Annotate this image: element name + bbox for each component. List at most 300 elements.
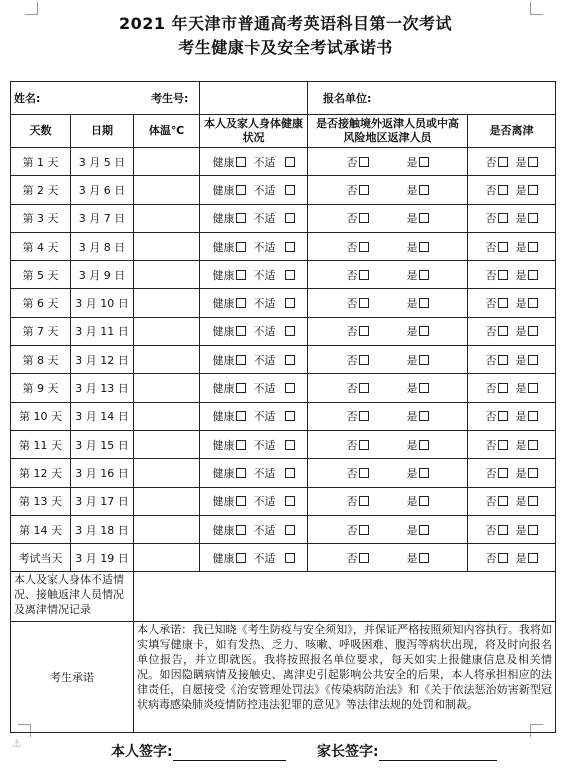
day-cell: 第 10 天 (11, 402, 71, 430)
healthy-option-label: 健康 (212, 353, 235, 367)
self-signature-line[interactable] (173, 744, 286, 761)
no-option-label: 否 (346, 495, 358, 509)
no-option-label: 否 (485, 410, 497, 424)
no-option-label: 否 (346, 155, 358, 169)
left-tianjin-cell (468, 289, 556, 317)
healthy-option-label: 健康 (212, 523, 235, 537)
self-signature (111, 741, 286, 761)
unwell-checkbox[interactable] (285, 242, 295, 252)
contact-no-checkbox[interactable] (359, 185, 369, 195)
contact-no-checkbox[interactable] (359, 468, 369, 478)
parent-signature-line[interactable] (379, 744, 497, 761)
unwell-checkbox[interactable] (285, 525, 295, 535)
day-cell: 第 5 天 (11, 261, 71, 289)
yes-option-label: 是 (515, 466, 527, 480)
yes-option-label: 是 (406, 240, 418, 254)
yes-option-label: 是 (406, 155, 418, 169)
contact-cell (308, 232, 468, 260)
header-health-status: 本人及家人身体健康状况 (200, 115, 308, 148)
unwell-option-label: 不适 (253, 240, 276, 254)
temperature-input[interactable] (134, 402, 200, 430)
healthy-option-label: 健康 (212, 240, 235, 254)
contact-cell (308, 374, 468, 402)
left-no-checkbox[interactable] (498, 185, 508, 195)
table-row (11, 232, 556, 260)
no-option-label: 否 (485, 466, 497, 480)
contact-yes-checkbox[interactable] (419, 270, 429, 280)
day-cell: 第 11 天 (11, 430, 71, 458)
table-row (11, 204, 556, 232)
left-tianjin-cell (468, 346, 556, 374)
left-yes-checkbox[interactable] (528, 468, 538, 478)
healthy-option-label: 健康 (212, 155, 235, 169)
temperature-input[interactable] (134, 148, 200, 176)
contact-yes-checkbox[interactable] (419, 185, 429, 195)
health-status-cell (200, 346, 308, 374)
left-tianjin-cell (468, 148, 556, 176)
left-no-checkbox[interactable] (498, 326, 508, 336)
yes-option-label: 是 (406, 523, 418, 537)
health-status-cell (200, 289, 308, 317)
contact-cell (308, 289, 468, 317)
contact-yes-checkbox[interactable] (419, 298, 429, 308)
left-tianjin-cell (468, 459, 556, 487)
healthy-checkbox[interactable] (236, 525, 246, 535)
temperature-input[interactable] (134, 346, 200, 374)
no-option-label: 否 (346, 438, 358, 452)
health-status-cell (200, 515, 308, 543)
report-row (11, 572, 556, 622)
table-row (11, 459, 556, 487)
temperature-input[interactable] (134, 374, 200, 402)
examinee-info-row (11, 82, 556, 115)
date-cell: 3 月 8 日 (71, 232, 134, 260)
contact-no-checkbox[interactable] (359, 383, 369, 393)
contact-no-checkbox[interactable] (359, 525, 369, 535)
healthy-option-label: 健康 (212, 212, 235, 226)
table-row (11, 148, 556, 176)
contact-yes-checkbox[interactable] (419, 440, 429, 450)
unwell-checkbox[interactable] (285, 468, 295, 478)
healthy-option-label: 健康 (212, 297, 235, 311)
healthy-checkbox[interactable] (236, 468, 246, 478)
date-cell: 3 月 6 日 (71, 176, 134, 204)
left-tianjin-cell (468, 261, 556, 289)
health-status-cell (200, 176, 308, 204)
no-option-label: 否 (346, 466, 358, 480)
no-option-label: 否 (485, 240, 497, 254)
contact-cell (308, 402, 468, 430)
header-left-tianjin: 是否离津 (468, 115, 556, 148)
contact-cell (308, 176, 468, 204)
contact-no-checkbox[interactable] (359, 242, 369, 252)
no-option-label: 否 (485, 438, 497, 452)
table-row (11, 176, 556, 204)
report-label: 本人及家人身体不适情况、接触返津人员情况及离津情况记录 (11, 572, 134, 622)
health-status-cell (200, 204, 308, 232)
healthy-checkbox[interactable] (236, 411, 246, 421)
yes-option-label: 是 (406, 183, 418, 197)
contact-yes-checkbox[interactable] (419, 411, 429, 421)
yes-option-label: 是 (515, 353, 527, 367)
left-tianjin-cell (468, 430, 556, 458)
no-option-label: 否 (485, 523, 497, 537)
left-yes-checkbox[interactable] (528, 270, 538, 280)
temperature-input[interactable] (134, 487, 200, 515)
yes-option-label: 是 (515, 155, 527, 169)
left-tianjin-cell (468, 374, 556, 402)
temperature-input[interactable] (134, 317, 200, 345)
table-row (11, 402, 556, 430)
yes-option-label: 是 (515, 325, 527, 339)
left-no-checkbox[interactable] (498, 553, 508, 563)
date-cell: 3 月 15 日 (71, 430, 134, 458)
temperature-input[interactable] (134, 289, 200, 317)
contact-no-checkbox[interactable] (359, 326, 369, 336)
unwell-option-label: 不适 (253, 466, 276, 480)
no-option-label: 否 (346, 523, 358, 537)
healthy-checkbox[interactable] (236, 157, 246, 167)
unwell-option-label: 不适 (253, 183, 276, 197)
healthy-checkbox[interactable] (236, 185, 246, 195)
unwell-checkbox[interactable] (285, 270, 295, 280)
temperature-input[interactable] (134, 176, 200, 204)
no-option-label: 否 (485, 495, 497, 509)
unwell-option-label: 不适 (253, 523, 276, 537)
yes-option-label: 是 (515, 240, 527, 254)
health-status-cell (200, 544, 308, 572)
contact-yes-checkbox[interactable] (419, 525, 429, 535)
contact-cell (308, 430, 468, 458)
contact-no-checkbox[interactable] (359, 157, 369, 167)
left-yes-checkbox[interactable] (528, 525, 538, 535)
healthy-option-label: 健康 (212, 268, 235, 282)
left-yes-checkbox[interactable] (528, 411, 538, 421)
date-cell: 3 月 12 日 (71, 346, 134, 374)
healthy-checkbox[interactable] (236, 270, 246, 280)
yes-option-label: 是 (515, 382, 527, 396)
contact-no-checkbox[interactable] (359, 213, 369, 223)
no-option-label: 否 (346, 551, 358, 565)
left-no-checkbox[interactable] (498, 213, 508, 223)
healthy-option-label: 健康 (212, 325, 235, 339)
parent-signature-label: 家长签字: (317, 744, 379, 760)
contact-yes-checkbox[interactable] (419, 496, 429, 506)
unwell-checkbox[interactable] (285, 383, 295, 393)
day-cell: 第 1 天 (11, 148, 71, 176)
promise-row (11, 622, 556, 733)
self-signature-label: 本人签字: (111, 744, 173, 760)
left-yes-checkbox[interactable] (528, 213, 538, 223)
yes-option-label: 是 (515, 212, 527, 226)
temperature-input[interactable] (134, 544, 200, 572)
yes-option-label: 是 (406, 551, 418, 565)
no-option-label: 否 (485, 183, 497, 197)
unwell-checkbox[interactable] (285, 326, 295, 336)
day-cell: 第 7 天 (11, 317, 71, 345)
contact-yes-checkbox[interactable] (419, 383, 429, 393)
yes-option-label: 是 (406, 410, 418, 424)
left-tianjin-cell (468, 515, 556, 543)
contact-no-checkbox[interactable] (359, 411, 369, 421)
yes-option-label: 是 (406, 268, 418, 282)
healthy-checkbox[interactable] (236, 383, 246, 393)
unwell-checkbox[interactable] (285, 213, 295, 223)
header-day: 天数 (11, 115, 71, 148)
no-option-label: 否 (485, 353, 497, 367)
table-row (11, 261, 556, 289)
temperature-input[interactable] (134, 430, 200, 458)
no-option-label: 否 (346, 268, 358, 282)
no-option-label: 否 (485, 155, 497, 169)
left-no-checkbox[interactable] (498, 355, 508, 365)
unwell-option-label: 不适 (253, 212, 276, 226)
left-yes-checkbox[interactable] (528, 242, 538, 252)
contact-no-checkbox[interactable] (359, 298, 369, 308)
no-option-label: 否 (485, 325, 497, 339)
contact-cell (308, 261, 468, 289)
left-yes-checkbox[interactable] (528, 440, 538, 450)
document-title (0, 12, 571, 60)
yes-option-label: 是 (515, 410, 527, 424)
left-no-checkbox[interactable] (498, 525, 508, 535)
table-row (11, 374, 556, 402)
health-card-table (10, 81, 556, 733)
header-contact: 是否接触境外返津人员或中高风险地区返津人员 (308, 115, 468, 148)
date-cell: 3 月 10 日 (71, 289, 134, 317)
contact-yes-checkbox[interactable] (419, 468, 429, 478)
healthy-checkbox[interactable] (236, 213, 246, 223)
header-date: 日期 (71, 115, 134, 148)
day-cell: 第 2 天 (11, 176, 71, 204)
day-cell: 第 4 天 (11, 232, 71, 260)
yes-option-label: 是 (515, 268, 527, 282)
day-cell: 第 13 天 (11, 487, 71, 515)
date-cell: 3 月 16 日 (71, 459, 134, 487)
left-no-checkbox[interactable] (498, 157, 508, 167)
unwell-checkbox[interactable] (285, 298, 295, 308)
date-cell: 3 月 13 日 (71, 374, 134, 402)
no-option-label: 否 (485, 551, 497, 565)
date-cell: 3 月 14 日 (71, 402, 134, 430)
yes-option-label: 是 (515, 495, 527, 509)
report-input[interactable] (134, 572, 556, 622)
healthy-option-label: 健康 (212, 410, 235, 424)
no-option-label: 否 (346, 297, 358, 311)
left-tianjin-cell (468, 544, 556, 572)
yes-option-label: 是 (406, 297, 418, 311)
contact-cell (308, 148, 468, 176)
registration-unit-field[interactable] (308, 82, 556, 115)
temperature-input[interactable] (134, 232, 200, 260)
contact-cell (308, 204, 468, 232)
no-option-label: 否 (346, 325, 358, 339)
healthy-checkbox[interactable] (236, 553, 246, 563)
date-cell: 3 月 19 日 (71, 544, 134, 572)
contact-yes-checkbox[interactable] (419, 355, 429, 365)
date-cell: 3 月 9 日 (71, 261, 134, 289)
left-tianjin-cell (468, 402, 556, 430)
yes-option-label: 是 (406, 466, 418, 480)
contact-cell (308, 544, 468, 572)
no-option-label: 否 (346, 410, 358, 424)
yes-option-label: 是 (515, 297, 527, 311)
contact-yes-checkbox[interactable] (419, 157, 429, 167)
healthy-option-label: 健康 (212, 382, 235, 396)
healthy-checkbox[interactable] (236, 298, 246, 308)
table-header-row (11, 115, 556, 148)
left-tianjin-cell (468, 487, 556, 515)
left-yes-checkbox[interactable] (528, 298, 538, 308)
no-option-label: 否 (485, 212, 497, 226)
health-status-cell (200, 148, 308, 176)
healthy-checkbox[interactable] (236, 496, 246, 506)
healthy-checkbox[interactable] (236, 440, 246, 450)
parent-signature (317, 741, 497, 761)
unwell-checkbox[interactable] (285, 496, 295, 506)
yes-option-label: 是 (515, 438, 527, 452)
name-label: 姓名: (14, 92, 41, 105)
exam-number-label: 考生号: (151, 92, 189, 105)
unwell-option-label: 不适 (253, 325, 276, 339)
date-cell: 3 月 11 日 (71, 317, 134, 345)
unwell-option-label: 不适 (253, 410, 276, 424)
unwell-option-label: 不适 (253, 297, 276, 311)
left-no-checkbox[interactable] (498, 242, 508, 252)
contact-cell (308, 515, 468, 543)
left-tianjin-cell (468, 232, 556, 260)
unwell-option-label: 不适 (253, 495, 276, 509)
left-tianjin-cell (468, 176, 556, 204)
day-cell: 第 6 天 (11, 289, 71, 317)
unwell-checkbox[interactable] (285, 440, 295, 450)
day-cell: 第 9 天 (11, 374, 71, 402)
unwell-checkbox[interactable] (285, 553, 295, 563)
no-option-label: 否 (346, 353, 358, 367)
healthy-checkbox[interactable] (236, 355, 246, 365)
unwell-checkbox[interactable] (285, 185, 295, 195)
left-yes-checkbox[interactable] (528, 553, 538, 563)
yes-option-label: 是 (406, 382, 418, 396)
left-yes-checkbox[interactable] (528, 355, 538, 365)
contact-no-checkbox[interactable] (359, 553, 369, 563)
contact-cell (308, 487, 468, 515)
no-option-label: 否 (485, 297, 497, 311)
contact-yes-checkbox[interactable] (419, 326, 429, 336)
no-option-label: 否 (485, 268, 497, 282)
left-no-checkbox[interactable] (498, 270, 508, 280)
left-no-checkbox[interactable] (498, 298, 508, 308)
temperature-input[interactable] (134, 515, 200, 543)
health-status-cell (200, 430, 308, 458)
contact-cell (308, 317, 468, 345)
unwell-option-label: 不适 (253, 438, 276, 452)
health-status-cell (200, 487, 308, 515)
yes-option-label: 是 (515, 523, 527, 537)
contact-no-checkbox[interactable] (359, 270, 369, 280)
unwell-option-label: 不适 (253, 353, 276, 367)
contact-no-checkbox[interactable] (359, 496, 369, 506)
left-yes-checkbox[interactable] (528, 157, 538, 167)
table-row (11, 317, 556, 345)
left-yes-checkbox[interactable] (528, 326, 538, 336)
day-cell: 第 3 天 (11, 204, 71, 232)
contact-yes-checkbox[interactable] (419, 553, 429, 563)
table-row (11, 289, 556, 317)
temperature-input[interactable] (134, 261, 200, 289)
yes-option-label: 是 (406, 212, 418, 226)
yes-option-label: 是 (515, 183, 527, 197)
promise-label: 考生承诺 (11, 622, 134, 733)
yes-option-label: 是 (406, 353, 418, 367)
contact-no-checkbox[interactable] (359, 355, 369, 365)
contact-cell (308, 459, 468, 487)
healthy-option-label: 健康 (212, 438, 235, 452)
table-row (11, 487, 556, 515)
unwell-option-label: 不适 (253, 155, 276, 169)
unwell-option-label: 不适 (253, 551, 276, 565)
temperature-input[interactable] (134, 459, 200, 487)
no-option-label: 否 (346, 212, 358, 226)
yes-option-label: 是 (406, 325, 418, 339)
left-tianjin-cell (468, 204, 556, 232)
day-cell: 第 8 天 (11, 346, 71, 374)
left-no-checkbox[interactable] (498, 411, 508, 421)
left-yes-checkbox[interactable] (528, 185, 538, 195)
yes-option-label: 是 (515, 551, 527, 565)
exam-number-field[interactable] (151, 82, 308, 115)
no-option-label: 否 (485, 382, 497, 396)
left-no-checkbox[interactable] (498, 383, 508, 393)
health-status-cell (200, 374, 308, 402)
health-status-cell (200, 459, 308, 487)
table-row (11, 544, 556, 572)
promise-text: 本人承诺：我已知晓《考生防疫与安全须知》，并保证严格按照须知内容执行。我将如实填写健康卡，如有发热、乏力、咳嗽、呼吸困难、腹泻等病状出现，将及时向报名单位报告，并立即就医。我将按照报名单位要求，每天如实上报健康信息及相关情况。如因隐瞒病情及接触史、离津史引起影响公共安全的后果，本人将承担相应的法律责任，自愿接受《治安管理处罚法》《传染病防治法》和《关于依法惩治妨害新型冠状病毒感染肺炎疫情防控违法犯罪的意见》等法律法规的处罚和制裁。 (134, 622, 556, 733)
title-line-1: 2021 年天津市普通高考英语科目第一次考试 (118, 14, 453, 33)
anchor-icon: ⚓ (12, 737, 22, 750)
healthy-option-label: 健康 (212, 466, 235, 480)
table-row (11, 346, 556, 374)
healthy-checkbox[interactable] (236, 242, 246, 252)
unwell-checkbox[interactable] (285, 411, 295, 421)
day-cell: 第 14 天 (11, 515, 71, 543)
healthy-option-label: 健康 (212, 183, 235, 197)
left-no-checkbox[interactable] (498, 440, 508, 450)
left-yes-checkbox[interactable] (528, 496, 538, 506)
date-cell: 3 月 5 日 (71, 148, 134, 176)
healthy-checkbox[interactable] (236, 326, 246, 336)
date-cell: 3 月 17 日 (71, 487, 134, 515)
left-no-checkbox[interactable] (498, 496, 508, 506)
health-status-cell (200, 261, 308, 289)
unwell-checkbox[interactable] (285, 355, 295, 365)
contact-no-checkbox[interactable] (359, 440, 369, 450)
yes-option-label: 是 (406, 495, 418, 509)
temperature-input[interactable] (134, 204, 200, 232)
unwell-option-label: 不适 (253, 382, 276, 396)
contact-yes-checkbox[interactable] (419, 213, 429, 223)
healthy-option-label: 健康 (212, 551, 235, 565)
contact-yes-checkbox[interactable] (419, 242, 429, 252)
unwell-checkbox[interactable] (285, 157, 295, 167)
left-no-checkbox[interactable] (498, 468, 508, 478)
healthy-option-label: 健康 (212, 495, 235, 509)
contact-cell (308, 346, 468, 374)
health-status-cell (200, 317, 308, 345)
date-cell: 3 月 7 日 (71, 204, 134, 232)
left-yes-checkbox[interactable] (528, 383, 538, 393)
unwell-option-label: 不适 (253, 268, 276, 282)
